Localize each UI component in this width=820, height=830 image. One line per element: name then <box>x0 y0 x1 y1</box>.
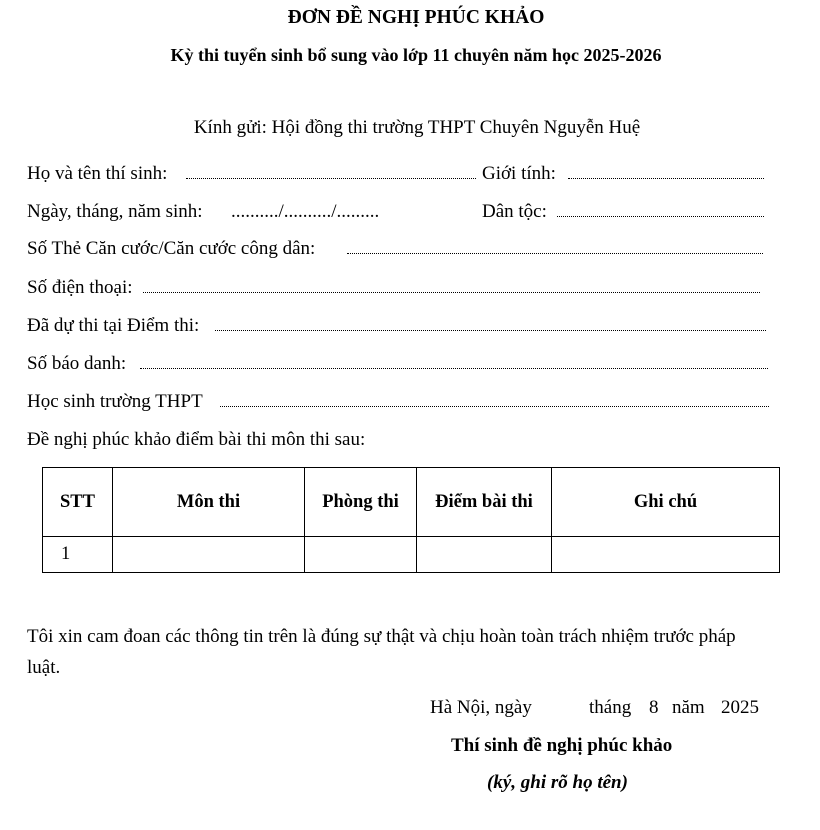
form-title: ĐƠN ĐỀ NGHỊ PHÚC KHẢO <box>287 7 545 28</box>
table-header-cell: Điểm bài thi <box>417 468 552 537</box>
ethnicity-field[interactable] <box>557 216 764 217</box>
signer-title: Thí sinh đề nghị phúc khảo <box>451 735 673 756</box>
table-header-row <box>43 468 780 537</box>
table-cell-score[interactable] <box>417 537 552 573</box>
candidate-no-label: Số báo danh: <box>27 353 127 374</box>
place-date-prefix: Hà Nội, ngày <box>430 697 532 718</box>
table-cell-stt: 1 <box>43 537 113 573</box>
id-card-label: Số Thẻ Căn cước/Căn cước công dân: <box>27 238 316 259</box>
gender-field[interactable] <box>568 178 764 179</box>
table-cell-room[interactable] <box>305 537 417 573</box>
dob-field[interactable]: ........../........../......... <box>231 201 380 222</box>
phone-label: Số điện thoại: <box>27 277 133 298</box>
table-cell-subject[interactable] <box>113 537 305 573</box>
exam-table <box>42 467 780 573</box>
table-header-cell: Phòng thi <box>305 468 417 537</box>
gender-label: Giới tính: <box>482 163 556 184</box>
full-name-label: Họ và tên thí sinh: <box>27 163 168 184</box>
signer-note: (ký, ghi rõ họ tên) <box>487 772 628 793</box>
ethnicity-label: Dân tộc: <box>482 201 547 222</box>
dob-label: Ngày, tháng, năm sinh: <box>27 201 203 222</box>
recipient-line: Kính gửi: Hội đồng thi trường THPT Chuyên Nguyễn Huệ <box>193 117 641 138</box>
school-field[interactable] <box>220 406 769 407</box>
form-subtitle: Kỳ thi tuyển sinh bổ sung vào lớp 11 chuyên năm học 2025-2026 <box>170 45 662 65</box>
month-label: tháng <box>589 697 632 718</box>
school-label: Học sinh trường THPT <box>27 391 203 412</box>
year-value: 2025 <box>721 697 759 718</box>
table-header-cell: Môn thi <box>113 468 305 537</box>
id-card-field[interactable] <box>347 253 763 254</box>
full-name-field[interactable] <box>186 178 476 179</box>
year-label: năm <box>672 697 705 718</box>
exam-site-label: Đã dự thi tại Điểm thi: <box>27 315 200 336</box>
table-cell-note[interactable] <box>552 537 780 573</box>
table-row <box>43 537 780 573</box>
table-header-cell: STT <box>43 468 113 537</box>
exam-site-field[interactable] <box>215 330 766 331</box>
candidate-no-field[interactable] <box>140 368 768 369</box>
declaration-line-2: luật. <box>27 657 61 678</box>
month-value: 8 <box>649 697 659 718</box>
declaration-line-1: Tôi xin cam đoan các thông tin trên là đúng sự thật và chịu hoàn toàn trách nhiệm trước pháp <box>27 626 736 647</box>
phone-field[interactable] <box>143 292 760 293</box>
request-line: Đề nghị phúc khảo điểm bài thi môn thi sau: <box>27 429 366 450</box>
table-header-cell: Ghi chú <box>552 468 780 537</box>
